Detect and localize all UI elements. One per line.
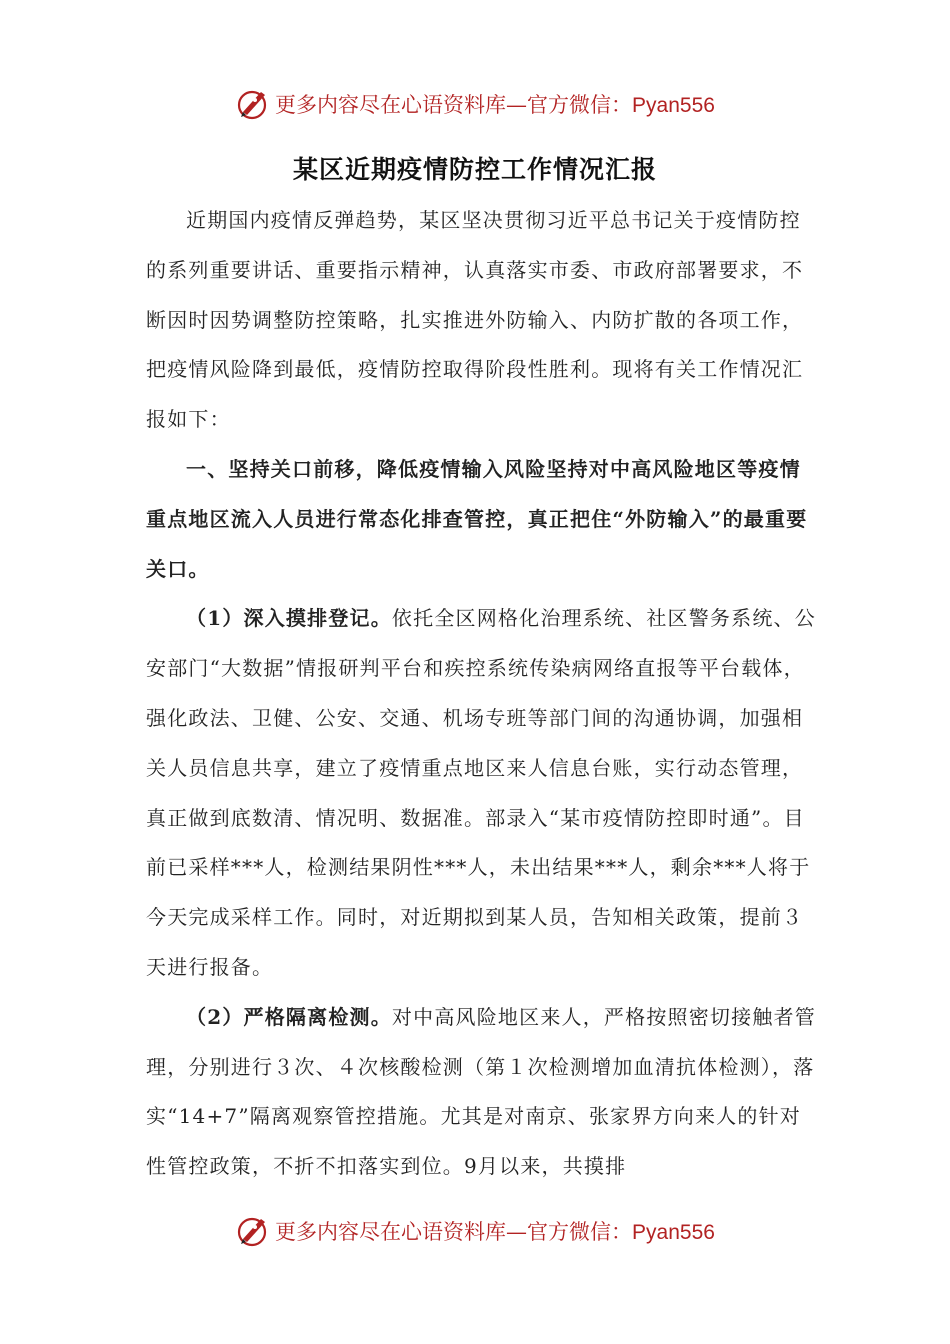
section-heading-1: 一、坚持关口前移，降低疫情输入风险坚持对中高风险地区等疫情重点地区流入人员进行常态化排查管控，真正把住“外防输入”的最重要关口。	[146, 456, 808, 581]
header-watermark	[0, 84, 950, 124]
pen-circle-logo-icon	[235, 86, 271, 122]
watermark-text	[275, 89, 715, 119]
item-1-text: 依托全区网格化治理系统、社区警务系统、公安部门“大数据”情报研判平台和疾控系统传染病网络直报等平台载体，强化政法、卫健、公安、交通、机场专班等部门间的沟通协调，加强相关人员信息共享，建立了疫情重点地区来人信息台账，实行动态管理，真正做到底数清、情况明、数据准。部录入“某市疫情防控即时通”。目前已采样***人，检测结果阴性***人，未出结果***人，剩余***人将于今天完成采样工作。同时，对近期拟到某人员，告知相关政策，提前３天进行报备。	[146, 606, 816, 979]
watermark-dash: —	[506, 1220, 528, 1244]
item-2-text: 对中高风险地区来人，严格按照密切接触者管理，分别进行３次、４次核酸检测（第１次检测增加血清抗体检测），落实“14+7”隔离观察管控措施。尤其是对南京、张家界方向来人的针对性管控政策，不折不扣落实到位。9月以来，共摸排	[146, 1004, 816, 1179]
watermark-site: 更多内容尽在心语资料库	[275, 93, 507, 117]
item-1-label: （1）深入摸排登记。	[186, 606, 392, 631]
watermark-text	[275, 1216, 715, 1246]
item-1-paragraph	[146, 594, 816, 992]
watermark-wechat-id: Pyan556	[632, 94, 715, 117]
watermark-site: 更多内容尽在心语资料库	[275, 1220, 507, 1244]
watermark-wechat-label: 官方微信：	[527, 1220, 633, 1244]
watermark-wechat-id: Pyan556	[632, 1221, 715, 1244]
item-2-paragraph	[146, 993, 816, 1192]
item-2-label: （2）严格隔离检测。	[186, 1004, 392, 1029]
watermark-dash: —	[506, 93, 528, 117]
footer-watermark	[0, 1211, 950, 1251]
document-title: 某区近期疫情防控工作情况汇报	[292, 155, 657, 184]
document-body	[146, 196, 816, 1192]
watermark-wechat-label: 官方微信：	[527, 93, 633, 117]
pen-circle-logo-icon	[235, 1213, 271, 1249]
intro-paragraph: 近期国内疫情反弹趋势，某区坚决贯彻习近平总书记关于疫情防控的系列重要讲话、重要指示精神，认真落实市委、市政府部署要求，不断因时因势调整防控策略，扎实推进外防输入、内防扩散的各项工作，把疫情风险降到最低，疫情防控取得阶段性胜利。现将有关工作情况汇报如下：	[146, 208, 804, 432]
